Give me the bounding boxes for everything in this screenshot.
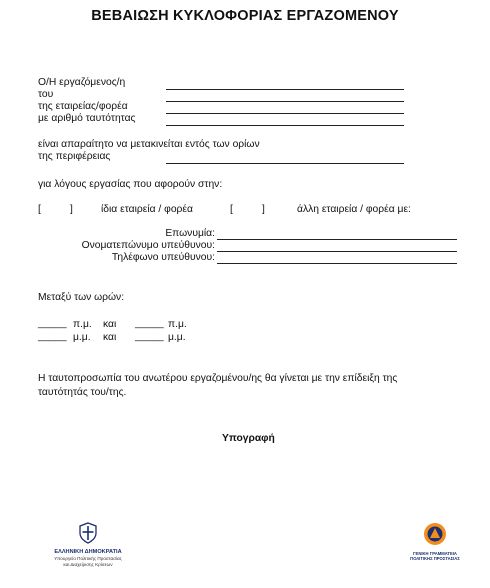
parent-name-line[interactable] <box>166 101 404 102</box>
hour-to-am-unit: π.μ. <box>168 319 187 330</box>
general-secretariat-text: ΓΕΝΙΚΗ ΓΡΑΜΜΑΤΕΙΑ <box>413 551 457 556</box>
greek-emblem-icon <box>78 522 98 544</box>
region-label: της περιφέρειας <box>38 151 111 162</box>
checkbox-same-close[interactable]: ] <box>70 204 73 215</box>
hour-from-am-unit: π.μ. <box>73 319 92 330</box>
hour-from-pm-unit: μ.μ. <box>73 332 91 343</box>
reasons-label: για λόγους εργασίας που αφορούν στην: <box>38 179 223 190</box>
parent-label: του <box>38 89 54 100</box>
region-line[interactable] <box>166 163 404 164</box>
checkbox-same-open[interactable]: [ <box>38 204 41 215</box>
hours-label: Μεταξύ των ωρών: <box>38 292 125 303</box>
employee-name-line[interactable] <box>166 89 404 90</box>
company-line[interactable] <box>166 113 404 114</box>
identity-note-line1: Η ταυτοπροσωπία του ανωτέρου εργαζομένου/ης θα γίνεται με την επίδειξη της <box>38 373 398 384</box>
id-number-line[interactable] <box>166 125 404 126</box>
necessity-text: είναι απαραίτητο να μετακινείται εντός των ορίων <box>38 139 260 150</box>
contact-name-label: Ονοματεπώνυμο υπεύθυνου: <box>81 240 215 251</box>
hour-to-pm-blank[interactable]: _____ <box>135 331 164 342</box>
company-label: της εταιρείας/φορέα <box>38 101 128 112</box>
company-name-line[interactable] <box>217 239 457 240</box>
contact-phone-line[interactable] <box>217 263 457 264</box>
civil-protection-logo <box>404 522 466 561</box>
checkbox-other-open[interactable]: [ <box>230 204 233 215</box>
hour-from-pm-blank[interactable]: _____ <box>38 331 67 342</box>
civil-protection-text: ΠΟΛΙΤΙΚΗΣ ΠΡΟΣΤΑΣΙΑΣ <box>410 556 460 561</box>
ministry-text-2: και Διαχείρισης Κρίσεων <box>63 561 113 567</box>
option-same-company: ίδια εταιρεία / φορέα <box>101 204 193 215</box>
contact-name-line[interactable] <box>217 251 457 252</box>
hour-to-pm-unit: μ.μ. <box>168 332 186 343</box>
company-name-label: Επωνυμία: <box>165 228 215 239</box>
ministry-text-1: Υπουργείο Πολιτικής Προστασίας <box>54 556 122 561</box>
option-other-company: άλλη εταιρεία / φορέα με: <box>297 204 411 215</box>
contact-phone-label: Τηλέφωνο υπεύθυνου: <box>111 252 215 263</box>
hour-and-2: και <box>103 332 117 343</box>
page-title: ΒΕΒΑΙΩΣΗ ΚΥΚΛΟΦΟΡΙΑΣ ΕΡΓΑΖΟΜΕΝΟΥ <box>91 8 399 24</box>
hellenic-republic-text: ΕΛΛΗΝΙΚΗ ΔΗΜΟΚΡΑΤΙΑ <box>54 549 122 555</box>
employee-label: Ο/Η εργαζόμενος/η <box>38 77 126 88</box>
hellenic-republic-logo <box>38 522 138 567</box>
identity-note-line2: ταυτότητάς του/της. <box>38 387 127 398</box>
checkbox-other-close[interactable]: ] <box>262 204 265 215</box>
hour-from-am-blank[interactable]: _____ <box>38 318 67 329</box>
hour-to-am-blank[interactable]: _____ <box>135 318 164 329</box>
id-number-label: με αριθμό ταυτότητας <box>38 113 136 124</box>
civil-protection-emblem-icon <box>423 522 447 546</box>
hour-and-1: και <box>103 319 117 330</box>
signature-label: Υπογραφή <box>222 433 275 444</box>
